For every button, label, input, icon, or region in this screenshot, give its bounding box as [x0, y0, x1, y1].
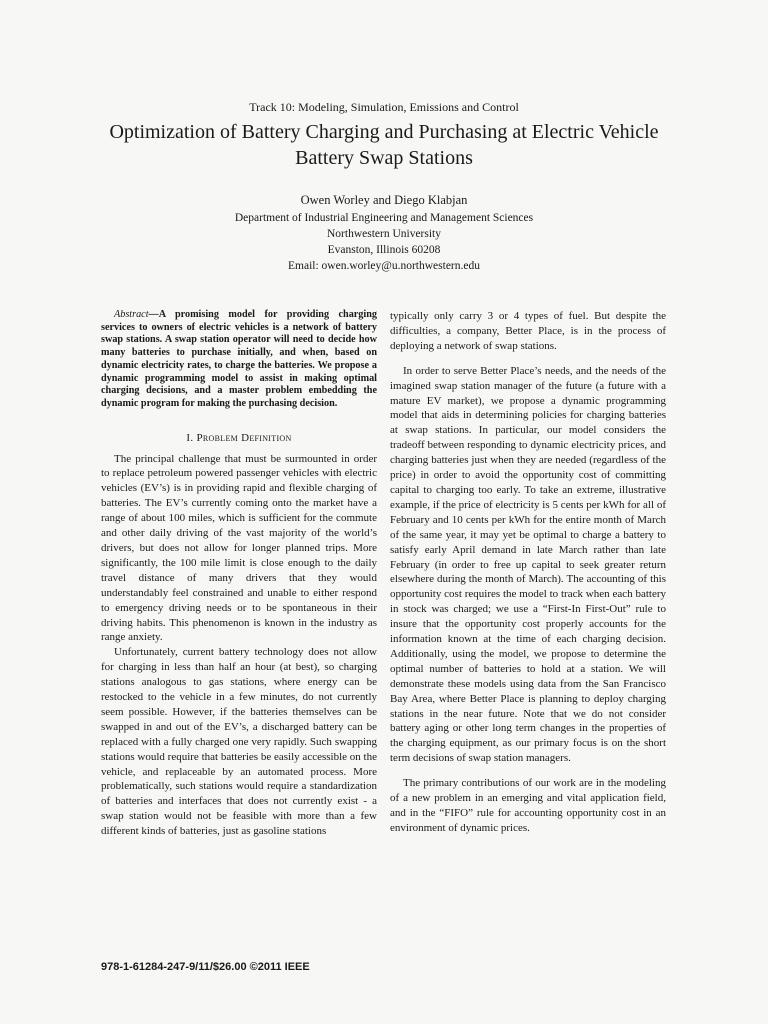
author-names: Owen Worley and Diego Klabjan [300, 193, 468, 207]
abstract-dash: — [148, 309, 159, 320]
abstract-paragraph [101, 309, 377, 411]
section-title: Problem Definition [196, 431, 292, 444]
body-paragraph: Unfortunately, current battery technology does not allow for charging in less than half an hour (at best), so charging stations analogous to gas stations, where energy can be restocked to the vehicle in a few minutes, do not currently seem possible. However, if the batteries themselves can be swapped in and out of the EV’s, a discharged battery can be replaced with a fully charged one very rapidly. Such swapping stations would require that batteries be easily accessible on the vehicle, and replaceable by an automated process. More problematically, such stations would require a standardization of batteries and interfaces that does not currently exist - a swap station would not be feasible with more than a few different kinds of batteries, just as gasoline stations [101, 646, 377, 838]
affiliation-block [0, 210, 768, 274]
right-column [390, 309, 666, 836]
email: Email: owen.worley@u.northwestern.edu [288, 260, 480, 272]
body-paragraph: The primary contributions of our work are in the modeling of a new problem in an emerging and vital application field, and in the “FIFO” rule for accounting opportunity cost in an environment of dynamic prices. [390, 777, 666, 834]
abstract-label: Abstract [114, 309, 149, 320]
paper-title: Optimization of Battery Charging and Purchasing at Electric Vehicle Battery Swap Stations [109, 121, 659, 169]
track-label: Track 10: Modeling, Simulation, Emissions and Control [249, 100, 519, 114]
body-paragraph: In order to serve Better Place’s needs, and the needs of the imagined swap station manager of the future (a future with a mature EV market), we propose a dynamic programming model that aids in determining policies for charging batteries at swap stations. In particular, our model considers the tradeoff between responding to dynamic electricity prices, and charging batteries just when they are needed (regardless of the price) in order to avoid the opportunity cost of committing capital to charging too early. To take an extreme, illustrative example, if the price of electricity is 5 cents per kWh for all of February and 10 cents per kWh for the entire month of March of the same year, it may yet be optimal to charge a battery to satisfy early April demand in late March rather than late February (in order to free up capital to seek greater return elsewhere during the month of March). The accounting of this opportunity cost requires the model to track when each battery in stock was charged; we use a “First-In First-Out” rule to insure that the opportunity cost properly accounts for the information known at the time of each charging decision. Additionally, using the model, we propose to determine the optimal number of batteries to hold at a station. We will demonstrate these models using data from the San Francisco Bay Area, where Better Place is planning to deploy charging stations in the near future. Note that we do not consider battery aging or other long term changes in the properties of the charging equipment, as our primary focus is on the short term decisions of swap station managers. [390, 364, 666, 765]
department: Department of Industrial Engineering and Management Sciences [234, 212, 534, 224]
location: Evanston, Illinois 60208 [327, 244, 441, 256]
abstract [101, 309, 377, 411]
body-paragraph: The principal challenge that must be surmounted in order to replace petroleum powered passenger vehicles with electric vehicles (EV’s) is in providing rapid and flexible charging of batteries. The EV’s currently coming onto the market have a range of about 100 miles, which is sufficient for the commute and other daily driving of the vast majority of the world’s drivers, but does not allow for longer planned trips. More significantly, the 100 mile limit is close enough to the daily travel distance of many drivers that they would understandably feel constrained and unable to either respond to emergency driving needs or to be spontaneous in their driving habits. This phenomenon is known in the industry as range anxiety. [101, 452, 377, 644]
copyright-footer: 978-1-61284-247-9/11/$26.00 ©2011 IEEE [101, 961, 310, 973]
left-column [101, 309, 377, 839]
university: Northwestern University [326, 228, 442, 240]
body-paragraph: typically only carry 3 or 4 types of fuel. But despite the difficulties, a company, Better Place, is in the process of deploying a network of swap stations. [390, 310, 666, 352]
section-heading [101, 431, 377, 446]
abstract-text: A promising model for providing charging services to owners of electric vehicles is a network of battery swap stations. A swap station operator will need to decide how many batteries to purchase initially, and when, based on dynamic electricity rates, to charge the batteries. We propose a dynamic programming model to assist in making optimal charging decisions, and a master problem embedding the dynamic program for making the purchasing decision. [101, 309, 377, 409]
section-number: I. [186, 431, 194, 444]
